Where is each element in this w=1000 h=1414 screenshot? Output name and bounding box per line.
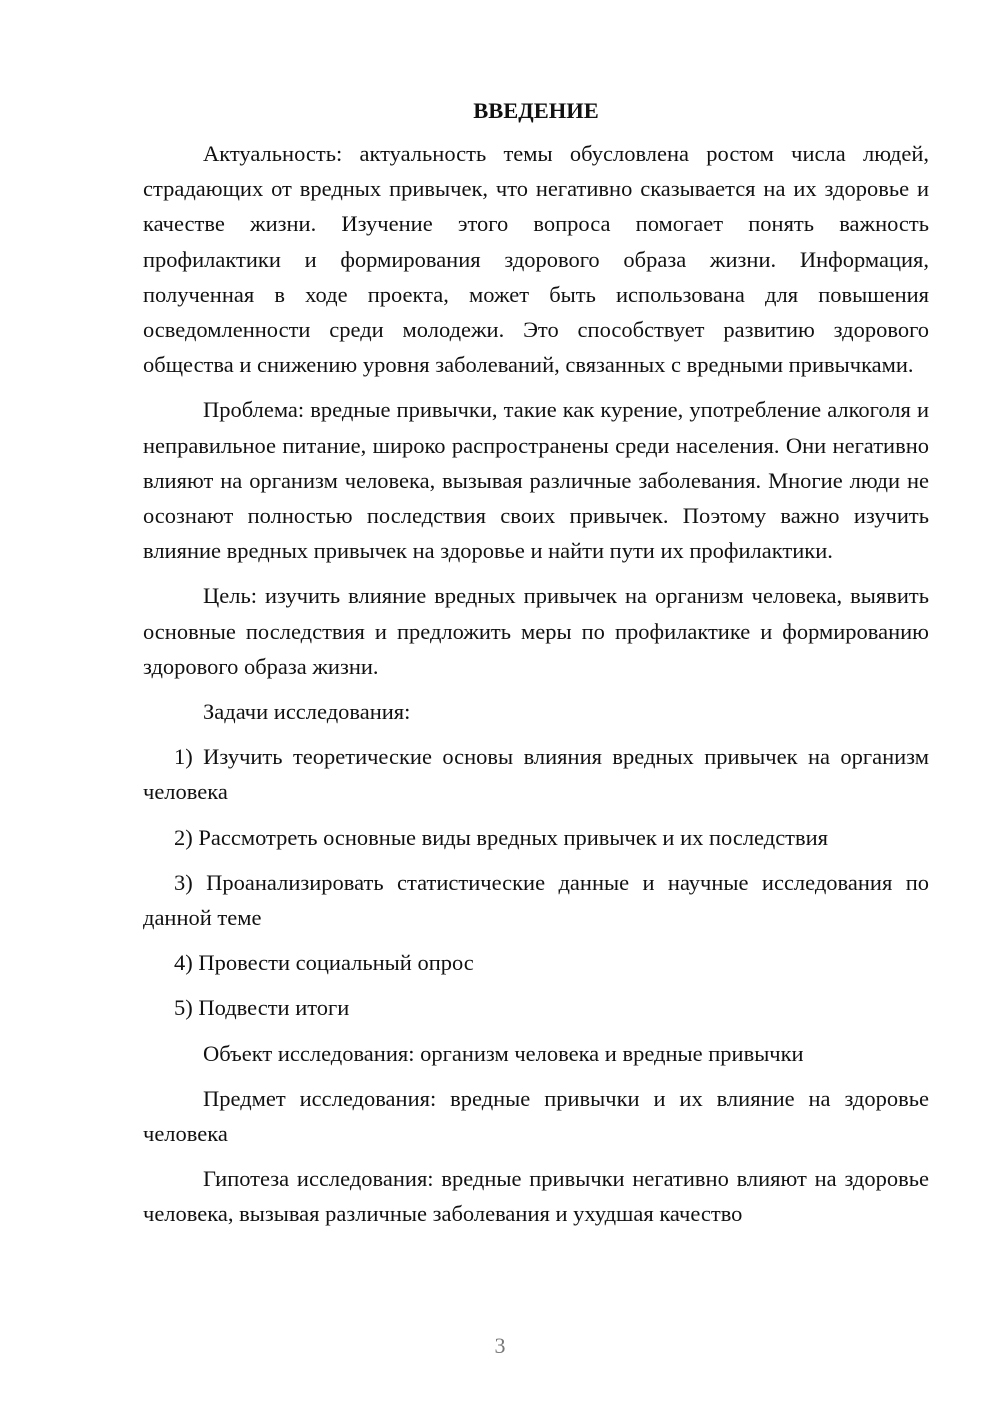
page-number: 3	[494, 1333, 506, 1358]
document-page	[143, 95, 929, 1242]
hypothesis-paragraph: Гипотеза исследования: вредные привычки негативно влияют на здоровье человека, вызывая различные заболевания и ухудшая качество	[143, 1166, 929, 1227]
task-item-3: 3) Проанализировать статистические данные и научные исследования по данной теме	[143, 869, 929, 931]
goal-paragraph: Цель: изучить влияние вредных привычек на организм человека, выявить основные последствия и предложить меры по профилактике и формированию здорового образа жизни.	[143, 583, 929, 679]
subject-paragraph: Предмет исследования: вредные привычки и их влияние на здоровье человека	[143, 1085, 929, 1147]
task-item-2: 2) Рассмотреть основные виды вредных привычек и их последствия	[174, 824, 829, 850]
object-paragraph: Объект исследования: организм человека и вредные привычки	[203, 1040, 804, 1066]
task-item-5: 5) Подвести итоги	[174, 995, 350, 1021]
problem-paragraph: Проблема: вредные привычки, такие как курение, употребление алкоголя и неправильное питание, широко распространены среди населения. Они негативно влияют на организм человека, вызывая различные заболевания. Многие люди не осознают полностью последствия своих привычек. Поэтому важно изучить влияние вредных привычек на здоровье и найти пути их профилактики.	[143, 397, 929, 564]
section-title: ВВЕДЕНИЕ	[473, 98, 599, 123]
task-item-1: 1) Изучить теоретические основы влияния вредных привычек на организм человека	[143, 744, 929, 805]
relevance-paragraph: Актуальность: актуальность темы обусловлена ростом числа людей, страдающих от вредных привычек, что негативно сказывается на их здоровье и качестве жизни. Изучение этого вопроса помогает понять важность профилактики и формирования здорового образа жизни. Информация, полученная в ходе проекта, может быть использована для повышения осведомленности среди молодежи. Это способствует развитию здорового общества и снижению уровня заболеваний, связанных с вредными привычками.	[143, 141, 929, 378]
tasks-heading: Задачи исследования:	[203, 699, 411, 725]
task-item-4: 4) Провести социальный опрос	[174, 950, 474, 976]
